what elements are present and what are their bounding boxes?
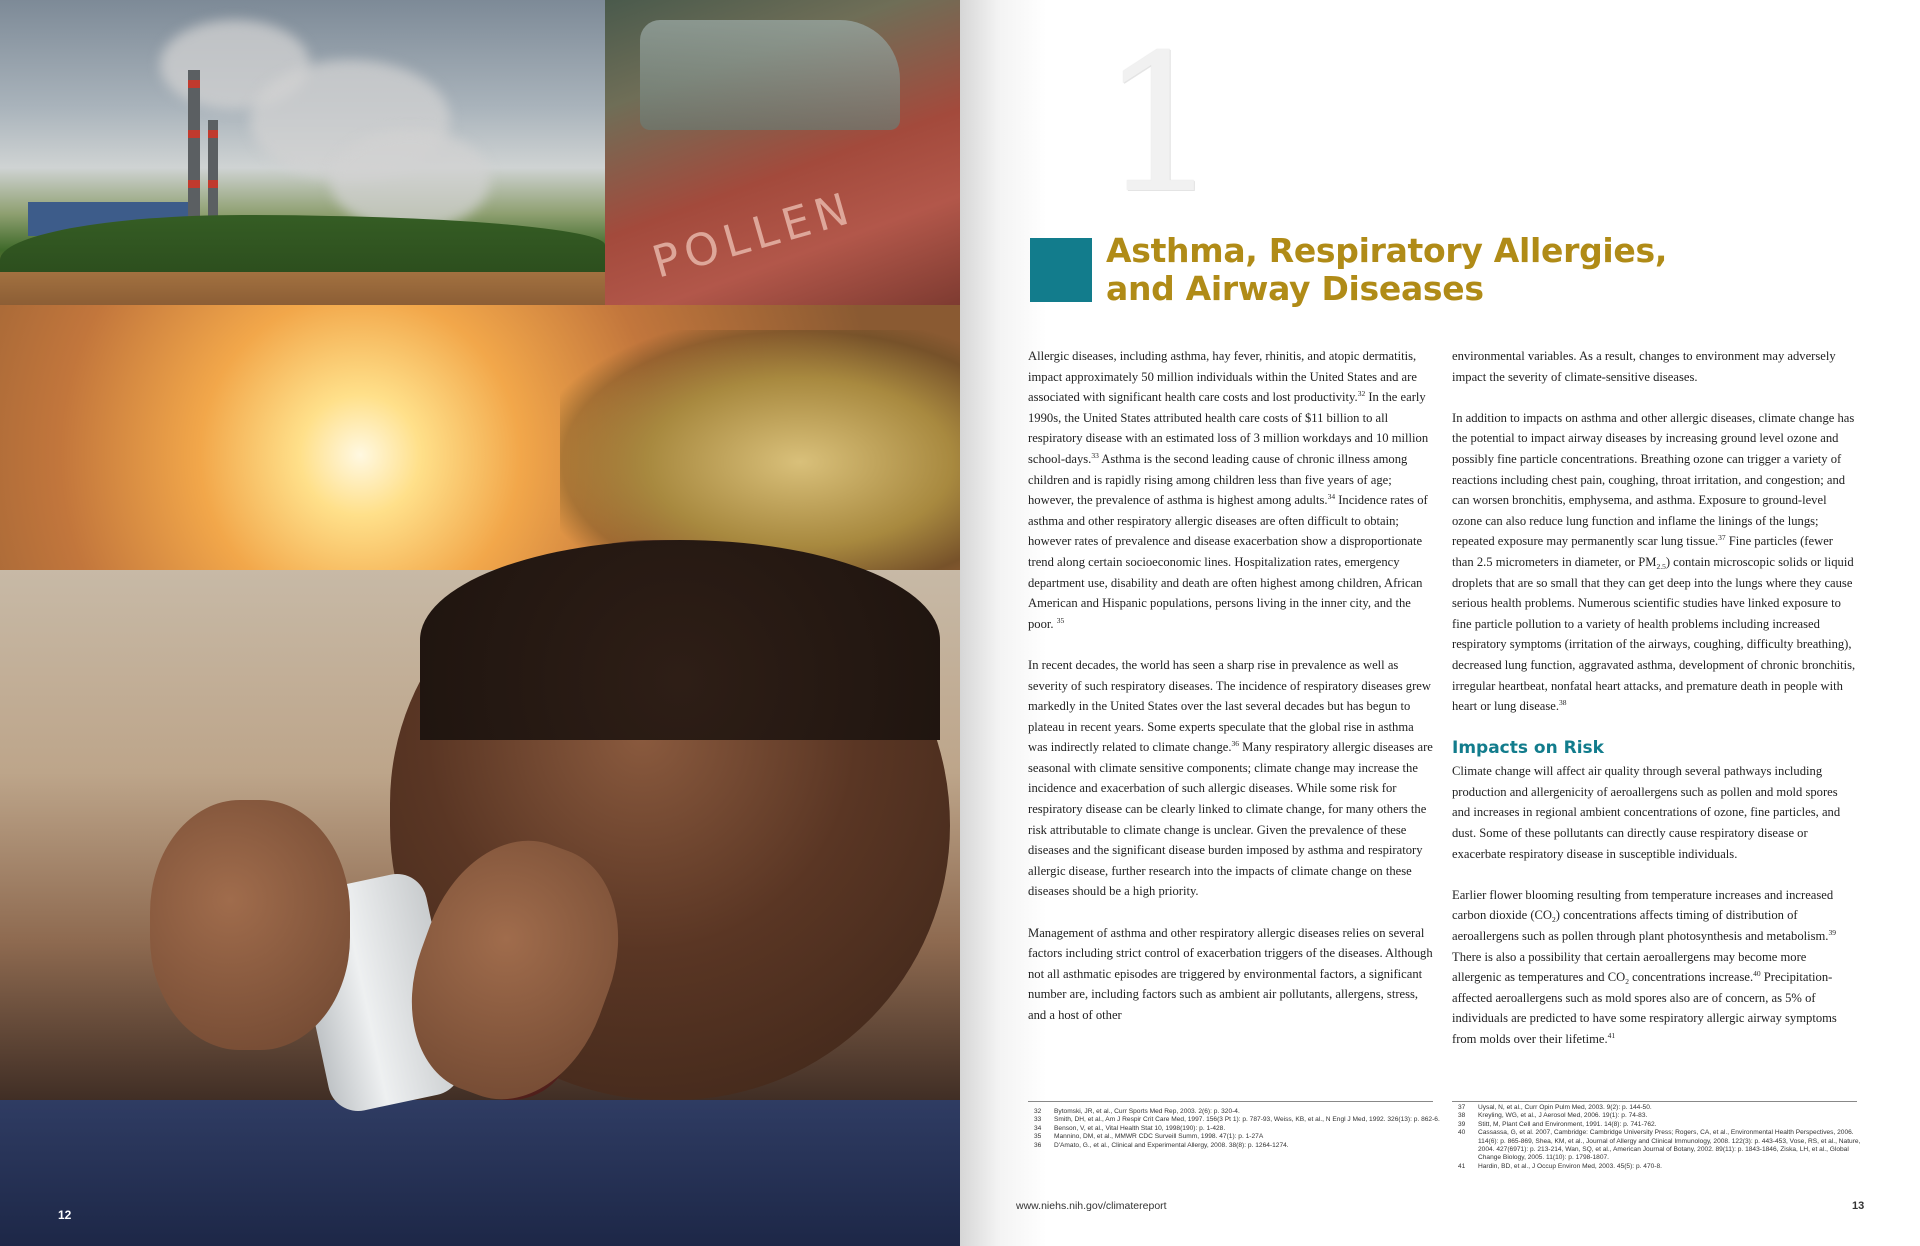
- footnote-rule-left: [1028, 1101, 1433, 1102]
- paragraph: Allergic diseases, including asthma, hay fever, rhinitis, and atopic dermatitis, impact approximately 50 million individuals within the United States and are associated with significant health care costs and lost productivity.$^{32}$ In the early 1990s, the United States attributed health care costs of $11 billion to all respiratory disease with an estimated loss of 3 million workdays and 10 million school-days.$^{33}$ Asthma is the second leading cause of chronic illness among children and is rapidly rising among children less than five years of age; however, the prevalence of asthma is highest among adults.$^{34}$ Incidence rates of asthma and other respiratory allergic diseases are often difficult to obtain; however rates of prevalence and disease exacerbation show a disproportionate trend along certain socioeconomic lines. Hospitalization rates, emergency department use, disability and death are often highest among children, African American and Hispanic populations, persons living in the inner city, and the poor. $^{35}$: [1028, 349, 1429, 631]
- paragraph: Management of asthma and other respiratory allergic diseases relies on several factors including strict control of exacerbation triggers of the diseases. Although not all asthmatic episodes are triggered by environmental factors, a significant number are, including factors such as ambient air pollutants, allergens, stress, and a host of other: [1028, 925, 1433, 1022]
- left-page-number: 12: [58, 1208, 72, 1222]
- chapter-title: Asthma, Respiratory Allergies, and Airway Diseases: [1106, 231, 1668, 308]
- footnote: 32 Bytomski, JR, et al., Curr Sports Med Rep, 2003. 2(6): p. 320-4.: [1034, 1108, 1240, 1115]
- paragraph: Climate change will affect air quality through several pathways including production and allergenicity of aeroallergens such as pollen and mold spores and increases in regional ambient concentrations of ozone, fine particles, and dust. Some of these pollutants can directly cause respiratory disease or exacerbate respiratory disease in susceptible individuals.: [1452, 764, 1841, 861]
- paragraph: environmental variables. As a result, changes to environment may adversely impact the severity of climate-sensitive diseases.: [1452, 349, 1836, 384]
- footnote: 39 Stitt, M, Plant Cell and Environment, 1991. 14(8): p. 741-762.: [1458, 1120, 1657, 1128]
- text-column-2: [1452, 346, 1857, 1070]
- footnote: 40 Cassassa, G, et al. 2007, Cambridge: Cambridge University Press; Rogers, CA, et al., Environmental Health Perspectives, 2006. 114(6): p. 865-869, Shea, KM, et al., Journal of Allergy and Clinical Immunology, 2008. 122(3): p. 443-453, Vose, RS, et al., Nature, 2004. 427(6971): p. 213-214, Wan, SQ, et al., American Journal of Botany, 2002. 89(11): p. 1843-1846, Ziska, LH, et al., Global Change Biology, 2005. 11(10): p. 1798-1807.: [1458, 1129, 1861, 1162]
- footnote: 37 Uysal, N, et al., Curr Opin Pulm Med, 2003. 9(2): p. 144-50.: [1458, 1104, 1652, 1111]
- paragraph: In addition to impacts on asthma and other allergic diseases, climate change has the potential to impact airway diseases by increasing ground level ozone and possibly fine particle concentrations. Breathing ozone can trigger a variety of reactions including chest pain, coughing, throat irritation, and congestion; and can worsen bronchitis, emphysema, and asthma. Exposure to ground-level ozone can also reduce lung function and inflame the linings of the lungs; repeated exposure may permanently scar lung tissue.$^{37}$ Fine particles (fewer than 2.5 micrometers in diameter, or $PM_{2.5}$) contain microscopic solids or liquid droplets that are so small that they can get deep into the lungs where they cause serious health problems. Numerous scientific studies have linked exposure to fine particle pollution to a variety of health problems including increased respiratory symptoms (irritation of the airways, coughing, difficulty breathing), decreased lung function, aggravated asthma, development of chronic bronchitis, irregular heartbeat, nonfatal heart attacks, and premature death in people with heart or lung disease.$^{38}$: [1452, 410, 1856, 714]
- paragraph: Earlier flower blooming resulting from temperature increases and increased carbon dioxide $(CO_2)$ concentrations affects timing of distribution of aeroallergens such as pollen through plant photosynthesis and metabolism.$^{39}$ There is also a possibility that certain aeroallergens may become more allergenic as temperatures and $CO_2$ concentrations increase.$^{40}$ Precipitation-affected aeroallergens such as mold spores also are of concern, as 5% of individuals are predicted to have some respiratory allergic airway symptoms from molds over their lifetime.$^{41}$: [1452, 887, 1837, 1046]
- chapter-number: 1: [1100, 14, 1221, 235]
- footer-url-link[interactable]: www.niehs.nih.gov/climatereport: [1016, 1200, 1167, 1212]
- teal-accent-square: [1030, 238, 1092, 302]
- footnotes-right: [1458, 1104, 1868, 1171]
- footnote: 35 Mannino, DM, et al., MMWR CDC Surveill Summ, 1998. 47(1): p. 1-27A: [1034, 1133, 1264, 1141]
- footnote-rule-right: [1452, 1101, 1857, 1102]
- footnote: 33 Smith, DH, et al., Am J Respir Crit Care Med, 1997. 156(3 Pt 1): p. 787-93, Weiss, KB, et al., N Engl J Med, 1992. 326(13): p. 862-6.: [1034, 1116, 1440, 1124]
- pollen-written-text: POLLEN: [646, 182, 860, 289]
- footnote: 38 Kreyling, WG, et al., J Aerosol Med, 2006. 19(1): p. 74-83.: [1458, 1112, 1648, 1120]
- footnote: 34 Benson, V, et al., Vital Health Stat 10, 1998(190): p. 1-428.: [1034, 1124, 1226, 1132]
- text-column-1: [1028, 346, 1433, 1046]
- paragraph: In recent decades, the world has seen a sharp rise in prevalence as well as severity of such respiratory diseases. The incidence of respiratory diseases grew markedly in the United States over the last several decades but has begun to plateau in recent years. Some experts speculate that the global rise in asthma was indirectly related to climate change.$^{36}$ Many respiratory allergic diseases are seasonal with climate sensitive components; climate change may increase the incidence and exacerbation of such allergic diseases. While some risk for respiratory disease can be clearly linked to climate change, for many others the risk attributable to climate change is unclear. Given the prevalence of these diseases and the significant disease burden imposed by asthma and respiratory allergic disease, further research into the impacts of climate change on these diseases should be a high priority.: [1028, 657, 1433, 899]
- right-page-number: 13: [1852, 1200, 1865, 1212]
- section-heading: Impacts on Risk: [1452, 738, 1604, 759]
- footnotes-left: [1034, 1108, 1444, 1150]
- globe-map: [560, 330, 960, 570]
- footnote: 41 Hardin, BD, et al., J Occup Environ Med, 2003. 45(5): p. 470-8.: [1458, 1162, 1662, 1170]
- power-plant-photo: [0, 0, 605, 305]
- footnote: 36 D'Amato, G., et al., Clinical and Experimental Allergy, 2008. 38(8): p. 1264-1274.: [1034, 1141, 1289, 1149]
